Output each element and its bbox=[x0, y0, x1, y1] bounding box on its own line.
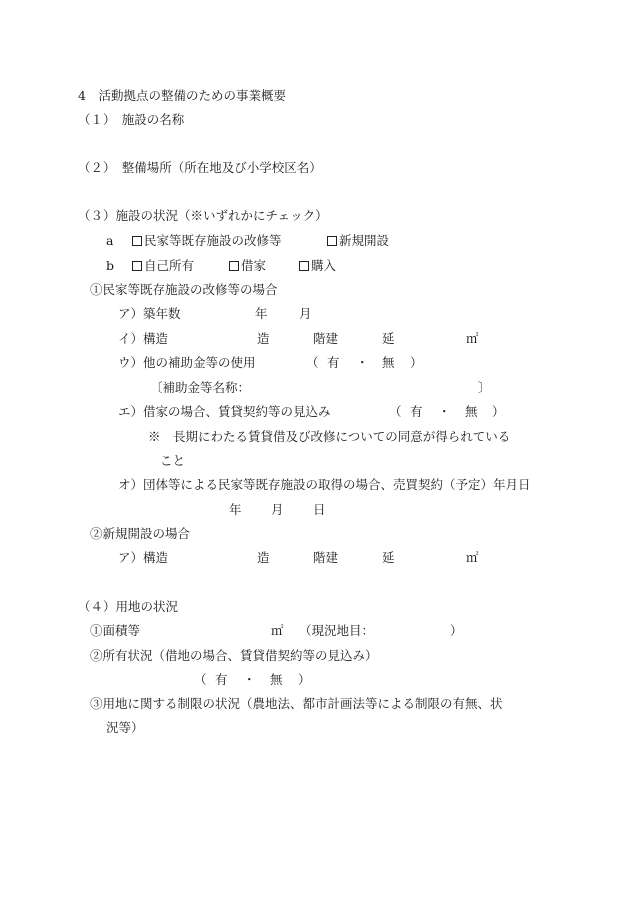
land-restriction-line1: ③用地に関する制限の状況（農地法、都市計画法等による制限の有無、状 bbox=[90, 696, 503, 711]
item-2-location: （２） 整備場所（所在地及び小学校区名） bbox=[78, 160, 322, 175]
ownership-no-option[interactable]: 無 bbox=[270, 672, 283, 687]
ownership-status-label: ②所有状況（借地の場合、賃貸借契約等の見込み） bbox=[90, 648, 378, 663]
lease-outlook-label: エ）借家の場合、賃貸契約等の見込み bbox=[118, 404, 331, 419]
consent-note-line1: ※ 長期にわたる賃貸借及び改修についての同意が得られている bbox=[148, 429, 511, 444]
building-age-label: ア）築年数 bbox=[118, 306, 181, 321]
paren-close: ） bbox=[410, 355, 423, 370]
year-unit: 年 bbox=[255, 306, 268, 321]
section-title: 4 活動拠点の整備のための事業概要 bbox=[78, 88, 286, 103]
total-floor-area-label: 延 bbox=[382, 550, 395, 565]
area-unit: ㎡ bbox=[271, 623, 284, 638]
paren-open: （ bbox=[194, 672, 207, 687]
paren-close: ） bbox=[492, 404, 505, 419]
checkbox-icon[interactable] bbox=[299, 261, 309, 271]
subsidy-no-option[interactable]: 無 bbox=[382, 355, 395, 370]
checkbox-icon[interactable] bbox=[229, 261, 239, 271]
checkbox-icon[interactable] bbox=[132, 236, 142, 246]
subsidy-yes-option[interactable]: 有 bbox=[327, 355, 340, 370]
year-unit: 年 bbox=[229, 502, 242, 517]
month-unit: 月 bbox=[299, 306, 312, 321]
paren-open: （ bbox=[389, 404, 402, 419]
checkbox-icon[interactable] bbox=[132, 261, 142, 271]
separator-dot: ・ bbox=[243, 672, 256, 687]
floors-unit: 階建 bbox=[313, 331, 339, 346]
structure-type-unit: 造 bbox=[257, 550, 270, 565]
lease-yes-option[interactable]: 有 bbox=[410, 404, 423, 419]
paren-open: （ bbox=[306, 355, 319, 370]
row-a-label: a bbox=[106, 233, 114, 248]
total-floor-area-label: 延 bbox=[382, 331, 395, 346]
consent-note-line2: こと bbox=[160, 453, 186, 468]
option-rental[interactable]: 借家 bbox=[229, 258, 266, 274]
lease-no-option[interactable]: 無 bbox=[465, 404, 478, 419]
area-unit: ㎡ bbox=[466, 550, 479, 565]
item-4-land-status: （４）用地の状況 bbox=[78, 599, 179, 614]
row-b-label: b bbox=[106, 258, 115, 273]
checkbox-icon[interactable] bbox=[327, 236, 337, 246]
paren-close: ） bbox=[450, 623, 463, 638]
separator-dot: ・ bbox=[356, 355, 369, 370]
option-new-opening[interactable]: 新規開設 bbox=[327, 233, 389, 249]
bracket-close: 〕 bbox=[478, 380, 491, 395]
paren-close: ） bbox=[298, 672, 311, 687]
ownership-yes-option[interactable]: 有 bbox=[215, 672, 228, 687]
subsidy-name-label: 〔補助金等名称： bbox=[150, 380, 251, 395]
day-unit: 日 bbox=[313, 502, 326, 517]
renovation-case-heading: ①民家等既存施設の改修等の場合 bbox=[90, 282, 278, 297]
month-unit: 月 bbox=[271, 502, 284, 517]
separator-dot: ・ bbox=[438, 404, 451, 419]
structure-type-unit: 造 bbox=[257, 331, 270, 346]
item-1-facility-name: （１） 施設の名称 bbox=[78, 112, 185, 127]
acquisition-contract-label: オ）団体等による民家等既存施設の取得の場合、売買契約（予定）年月日 bbox=[118, 477, 531, 492]
other-subsidy-label: ウ）他の補助金等の使用 bbox=[118, 355, 256, 370]
option-renovation[interactable]: 民家等既存施設の改修等 bbox=[132, 233, 282, 249]
area-unit: ㎡ bbox=[466, 331, 479, 346]
land-restriction-line2: 況等） bbox=[106, 720, 144, 735]
land-area-label: ①面積等 bbox=[90, 623, 141, 638]
item-3-facility-status: （３）施設の状況（※いずれかにチェック） bbox=[78, 208, 328, 223]
new-opening-heading: ②新規開設の場合 bbox=[90, 526, 191, 541]
structure-label: イ）構造 bbox=[118, 331, 169, 346]
option-self-owned[interactable]: 自己所有 bbox=[132, 258, 194, 274]
floors-unit: 階建 bbox=[313, 550, 339, 565]
structure-label: ア）構造 bbox=[118, 550, 169, 565]
option-purchase[interactable]: 購入 bbox=[299, 258, 336, 274]
land-category-label: （現況地目： bbox=[299, 623, 375, 638]
